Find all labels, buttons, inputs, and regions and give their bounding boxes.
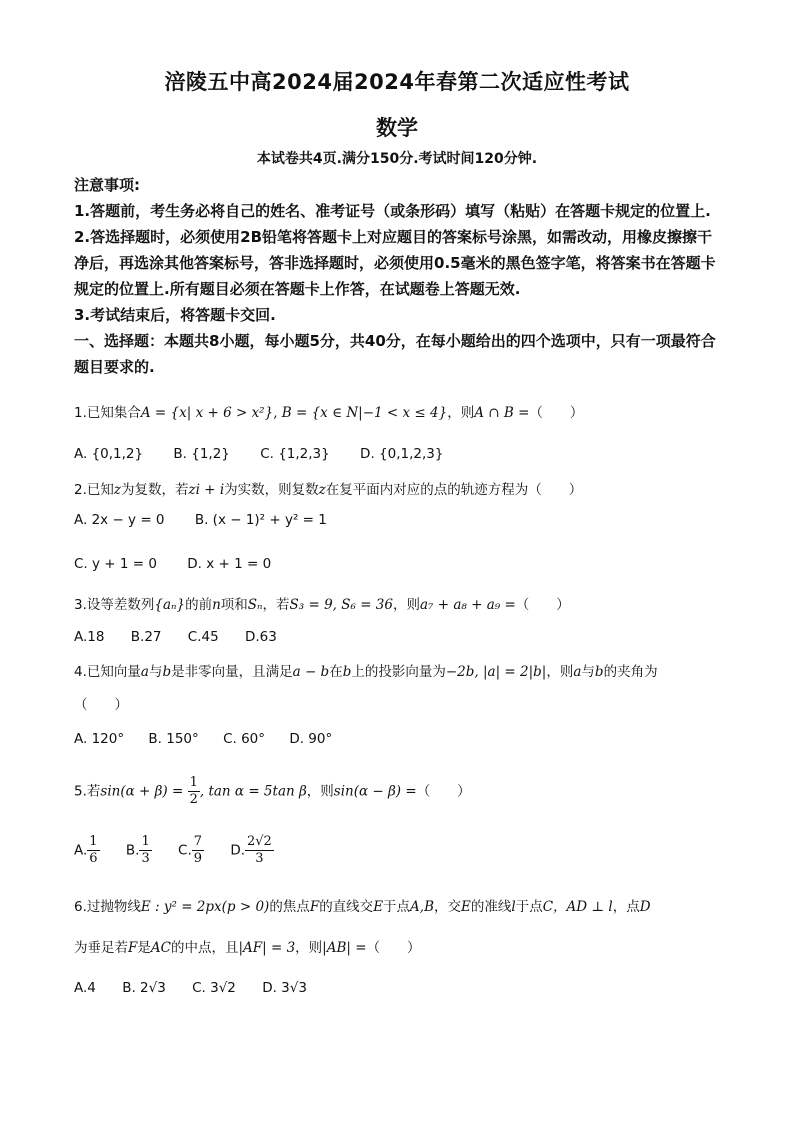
notes-block — [74, 172, 724, 380]
q4-option-d[interactable]: D. 90° — [289, 731, 333, 747]
q5-option-c[interactable]: C. $\frac{7}{9}$ — [178, 834, 203, 866]
q5-fraction-half: $\frac{1}{2}$ — [189, 775, 198, 807]
q6-option-d[interactable]: D. 3√3 — [262, 980, 307, 996]
q6-option-b[interactable]: B. 2√3 — [122, 980, 166, 996]
question-2-stem: 2.已知z为复数，若zi + i为实数，则复数z在复平面内对应的点的轨迹方程为（ ） — [74, 482, 583, 498]
question-4-paren: （ ） — [74, 697, 128, 713]
note-item-1: 1.答题前，考生务必将自己的姓名、准考证号（或条形码）填写（粘贴）在答题卡规定的位置上. — [74, 202, 711, 220]
q3-option-c[interactable]: C.45 — [187, 629, 219, 645]
section-heading: 一、选择题：本题共8小题，每小题5分，共40分，在每小题给出的四个选项中，只有一项最符合题目要求的. — [74, 332, 716, 376]
question-3-options — [74, 629, 303, 645]
question-6-stem-line1: 6.过抛物线E : y² = 2px(p > 0)的焦点F的直线交E于点A,B，交E的准线l于点C，AD ⊥ l，点D — [74, 899, 651, 915]
question-3-stem: 3.设等差数列{aₙ}的前n项和Sₙ，若S₃ = 9, S₆ = 36，则a₇ + a₈ + a₉ =（ ） — [74, 597, 570, 613]
q4-option-c[interactable]: C. 60° — [223, 731, 266, 747]
question-5-options — [74, 834, 300, 867]
q4-option-b[interactable]: B. 150° — [148, 731, 199, 747]
question-5-stem: 5.若sin(α + β) = $\frac{1}{2}$ , tan α = 5tan β，则sin(α − β) =（ ） — [74, 775, 471, 807]
q6-option-a[interactable]: A.4 — [74, 980, 96, 996]
question-6-options — [74, 980, 333, 996]
question-4-stem: 4.已知向量a与b是非零向量，且满足a − b在b上的投影向量为−2b, |a| = 2|b|，则a与b的夹角为 — [74, 664, 658, 680]
q1-option-c[interactable]: C. {1,2,3} — [260, 446, 330, 462]
q2-option-b[interactable]: B. (x − 1)² + y² = 1 — [194, 512, 327, 528]
note-item-3: 3.考试结束后，将答题卡交回. — [74, 306, 276, 324]
q5-option-b[interactable]: B. $\frac{1}{3}$ — [125, 834, 150, 866]
q1-option-b[interactable]: B. {1,2} — [173, 446, 230, 462]
question-2-options-row1 — [74, 512, 353, 528]
q1-option-d[interactable]: D. {0,1,2,3} — [360, 446, 444, 462]
exam-info: 本试卷共4页.满分150分.考试时间120分钟. — [256, 151, 538, 167]
note-item-2: 2.答选择题时，必须使用2B铅笔将答题卡上对应题目的答案标号涂黑，如需改动，用橡皮擦擦干净后，再选涂其他答案标号，答非选择题时，必须使用0.5毫米的黑色签字笔，将答案书在答题卡规定的位置上.所有题目必须在答题卡上作答，在试题卷上答题无效. — [74, 228, 716, 298]
subject-title: 数学 — [376, 116, 418, 140]
question-1-stem: 1.已知集合A = {x| x + 6 > x²}, B = {x ∈ N|−1 < x ≤ 4}，则A ∩ B =（ ） — [74, 405, 584, 421]
set-a: A = {x| x + 6 > x²} — [140, 405, 274, 421]
question-6-stem-line2: 为垂足若F是AC的中点，且|AF| = 3，则|AB| =（ ） — [74, 940, 421, 956]
q1-option-a[interactable]: A. {0,1,2} — [74, 446, 144, 462]
question-4-options — [74, 731, 358, 747]
q2-option-c[interactable]: C. y + 1 = 0 — [74, 556, 157, 572]
notes-heading: 注意事项: — [74, 176, 140, 194]
q5-option-d[interactable]: D. $\frac{2√2}{3}$ — [230, 834, 272, 866]
exam-title: 涪陵五中高2024届2024年春第二次适应性考试 — [164, 70, 630, 94]
q2-option-d[interactable]: D. x + 1 = 0 — [187, 556, 272, 572]
q3-option-b[interactable]: B.27 — [130, 629, 162, 645]
question-2-options-row2 — [74, 556, 297, 572]
q6-option-c[interactable]: C. 3√2 — [192, 980, 236, 996]
q5-option-a[interactable]: A. $\frac{1}{6}$ — [74, 834, 98, 866]
q2-option-a[interactable]: A. 2x − y = 0 — [74, 512, 165, 528]
q3-option-d[interactable]: D.63 — [245, 629, 277, 645]
set-b: B = {x ∈ N|−1 < x ≤ 4} — [281, 405, 448, 421]
q4-option-a[interactable]: A. 120° — [74, 731, 125, 747]
q3-option-a[interactable]: A.18 — [74, 629, 105, 645]
question-1-options — [74, 446, 469, 462]
